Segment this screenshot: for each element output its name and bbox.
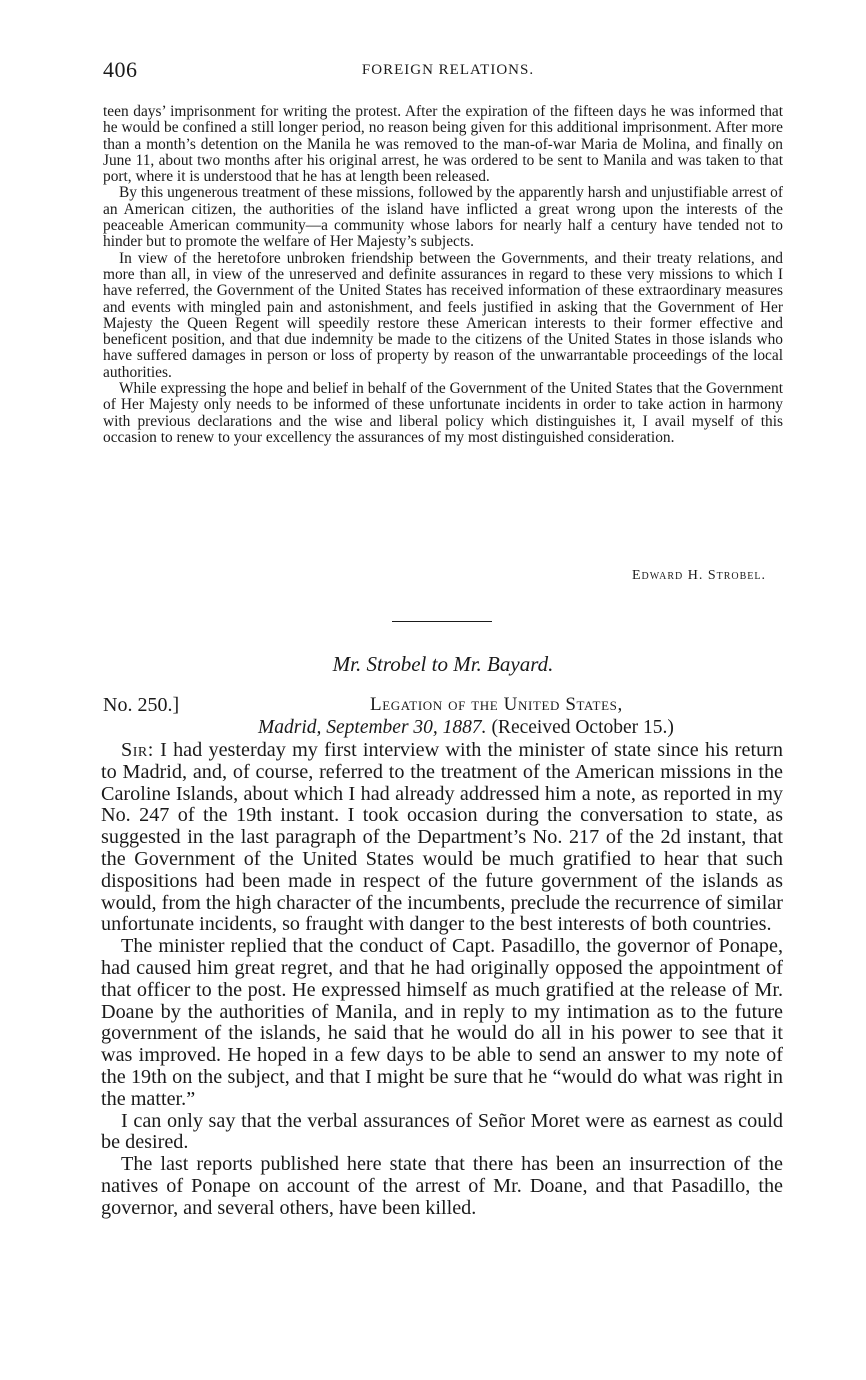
document-number: No. 250.] — [103, 694, 180, 716]
signature: Edward H. Strobel. — [632, 568, 766, 583]
paragraph: By this ungenerous treatment of these missions, followed by the apparently harsh and unjustifiable arrest of an American citizen, the authorities of the island have inflicted a great wrong upon the interests of the peaceable American community—a community whose labors for nearly half a century have tended not to hinder but to promote the welfare of Her Majesty’s subjects. — [103, 184, 783, 251]
paragraph-text: I had yesterday my first interview with the minister of state since his return to Madrid, and, of course, referred to the treatment of the American missions in the Caroline Islands, about which I had already addressed him a note, as reported in my No. 247 of the 19th instant. I took occasion during the conversation to state, as suggested in the last paragraph of the Department’s No. 217 of the 2d instant, that the Government of the United States would be much gratified to hear that such dispositions had been made in respect of the future government of the islands as would, from the high character of the incumbents, preclude the recurrence of similar unfortunate incidents, so fraught with danger to the best interests of both countries. — [101, 739, 783, 936]
previous-letter-body — [103, 104, 783, 446]
place-and-date: Madrid, September 30, 1887. — [258, 717, 487, 738]
dateline — [258, 717, 674, 739]
paragraph: In view of the heretofore unbroken friendship between the Governments, and their treaty relations, and more than all, in view of the unreserved and definite assurances in regard to these very missions to which I have referred, the Government of the United States has received information of these extraordinary measures and events with mingled pain and astonishment, and feels justified in asking that the Government of Her Majesty the Queen Regent will speedily restore these American interests to their former effective and beneficent position, and that due indemnity be made to the citizens of the United States in those islands who have suffered damages in person or loss of property by reason of the unwarrantable proceedings of the local authorities. — [103, 249, 783, 381]
page-number: 406 — [103, 57, 138, 82]
paragraph: I can only say that the verbal assurances of Señor Moret were as earnest as could be desired. — [101, 1109, 783, 1154]
running-head: FOREIGN RELATIONS. — [361, 62, 535, 78]
section-divider — [392, 621, 492, 622]
received-date: (Received October 15.) — [491, 717, 674, 738]
legation-address: Legation of the United States, — [370, 694, 623, 715]
paragraph: The minister replied that the conduct of Capt. Pasadillo, the governor of Ponape, had caused him great regret, and that he had originally opposed the appointment of that officer to the post. He expressed himself as much gratified at the release of Mr. Doane by the authorities of Manila, and in reply to my intimation as to the future government of the islands, he said that he would do all in his power to see that it was improved. He hoped in a few days to be able to send an answer to my note of the 19th on the subject, and that I might be sure that he “would do what was right in the matter.” — [101, 935, 783, 1110]
letter-heading: Mr. Strobel to Mr. Bayard. — [332, 652, 554, 676]
salutation: Sir: — [121, 739, 154, 761]
letter-body — [101, 740, 783, 1220]
paragraph — [101, 740, 783, 936]
paragraph: The last reports published here state that there has been an insurrection of the natives of Ponape on account of the arrest of Mr. Doane, and that Pasadillo, the governor, and several others, have been killed. — [101, 1153, 783, 1219]
paragraph: While expressing the hope and belief in behalf of the Government of the United States that the Government of Her Majesty only needs to be informed of these unfortunate incidents in order to take action in harmony with previous declarations and the wise and liberal policy which distinguishes it, I avail myself of this occasion to renew to your excellency the assurances of my most distinguished consideration. — [103, 380, 783, 446]
paragraph: teen days’ imprisonment for writing the protest. After the expiration of the fifteen days he was informed that he would be confined a still longer period, no reason being given for this additional imprisonment. After more than a month’s detention on the Manila he was removed to the man-of-war Maria de Molina, and finally on June 11, about two months after his original arrest, he was ordered to be sent to Manila and was taken to that port, where it is understood that he has at length been released. — [103, 103, 783, 186]
